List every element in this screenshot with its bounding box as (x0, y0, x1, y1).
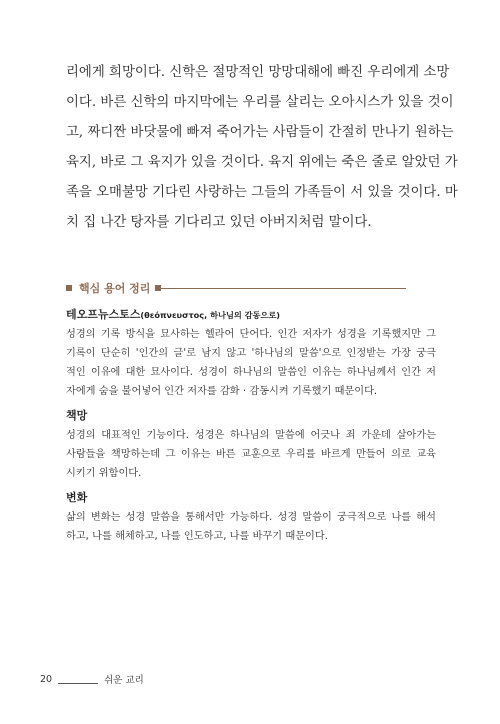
term-description-line: 시키기 위함이다. (66, 468, 142, 479)
term-description-line: 삶의 변화는 성경 말씀을 통해서만 가능하다. 성경 말씀이 궁극적으로 나를 해석 (66, 512, 436, 523)
paragraph-line: 육지, 바로 그 육지가 있을 것이다. 육지 위에는 죽은 줄로 알았던 가 (66, 155, 458, 170)
paragraph-line: 리에게 희망이다. 신학은 절망적인 망망대해에 빠진 우리에게 소망 (66, 65, 450, 80)
paragraph-line: 고, 짜디짠 바닷물에 빠져 죽어가는 사람들이 간절히 만나기 원하는 (66, 125, 454, 140)
term-title: 책망 (66, 409, 88, 422)
term-description-line: 성경의 기록 방식을 묘사하는 헬라어 단어다. 인간 저자가 성경을 기록했지만 그 (66, 329, 436, 340)
term-description (66, 325, 436, 401)
term-title: 변화 (66, 491, 88, 504)
term-reproof (66, 408, 436, 483)
page-footer (40, 672, 144, 686)
body-paragraph (66, 58, 458, 238)
term-description-line: 성경의 대표적인 기능이다. 성경은 하나님의 말씀에 어긋나 죄 가운데 살아가는 (66, 430, 436, 441)
section-header (66, 280, 406, 296)
footer-rule (58, 683, 98, 684)
term-description-line: 하고, 나를 해체하고, 나를 인도하고, 나를 바꾸기 때문이다. (66, 531, 328, 542)
paragraph-line: 치 집 나간 탕자를 기다리고 있던 아버지처럼 말이다. (66, 215, 372, 230)
page-number: 20 (40, 673, 53, 685)
term-description (66, 426, 436, 483)
term-theopneustos (66, 307, 436, 401)
term-description (66, 508, 436, 546)
section-divider (161, 288, 406, 289)
square-bullet-icon (66, 285, 72, 291)
term-description-line: 기록이 단순히 '인간의 글'로 남지 않고 '하나님의 말씀'으로 인정받는 가장 궁극 (66, 348, 436, 359)
paragraph-line: 이다. 바른 신학의 마지막에는 우리를 살리는 오아시스가 있을 것이 (66, 95, 454, 110)
book-title: 쉬운 교리 (104, 675, 144, 686)
term-description-line: 사람들을 책망하는데 그 이유는 바른 교훈으로 우리를 바르게 만들어 의로 교육 (66, 449, 436, 460)
term-subtitle: (θεόπνευστος, 하나님의 감동으로) (140, 310, 280, 320)
terms-list (66, 300, 436, 546)
term-description-line: 자에게 숨을 불어넣어 인간 저자를 감화 · 감동시켜 기록했기 때문이다. (66, 386, 378, 397)
term-description-line: 적인 이유에 대한 묘사이다. 성경이 하나님의 말씀인 이유는 하나님께서 인간 저 (66, 367, 436, 378)
paragraph-line: 족을 오매불망 기다린 사랑하는 그들의 가족들이 서 있을 것이다. 마 (66, 185, 458, 200)
term-title: 테오프뉴스토스 (66, 308, 141, 321)
section-title: 핵심 용어 정리 (79, 282, 151, 295)
term-transformation (66, 490, 436, 546)
